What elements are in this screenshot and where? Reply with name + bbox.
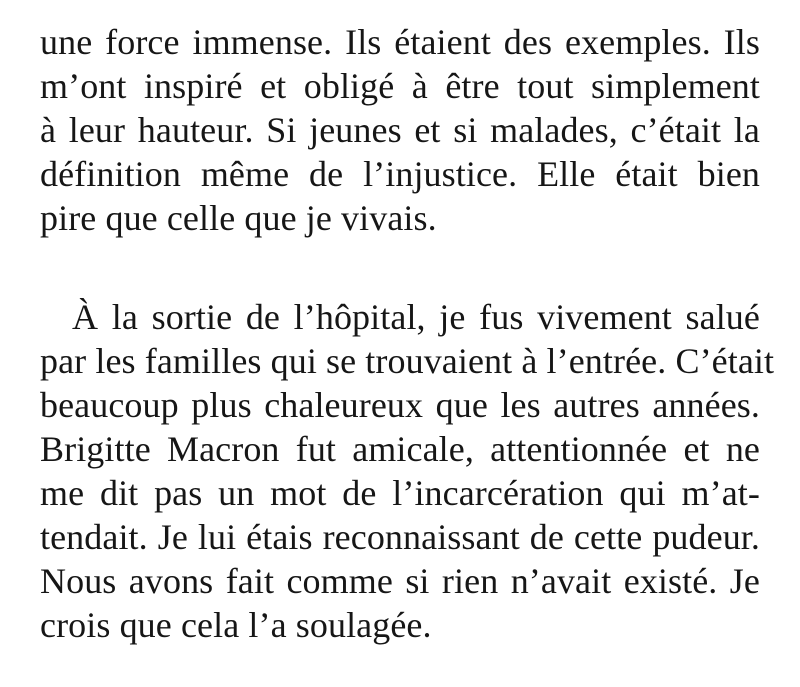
- text-line: me dit pas un mot de l’incarcération qui m’at-: [40, 473, 760, 513]
- text-line: m’ont inspiré et obligé à être tout simplement: [40, 66, 760, 106]
- text-line: pire que celle que je vivais.: [40, 198, 437, 238]
- text-line: Nous avons fait comme si rien n’avait existé. Je: [40, 561, 760, 601]
- text-line: tendait. Je lui étais reconnaissant de cette pudeur.: [40, 517, 760, 557]
- text-line: une force immense. Ils étaient des exemples. Ils: [40, 22, 760, 62]
- text-line: beaucoup plus chaleureux que les autres années.: [40, 385, 760, 425]
- text-line: Brigitte Macron fut amicale, attentionnée et ne: [40, 429, 760, 469]
- text-line: par les familles qui se trouvaient à l’entrée. C’était: [40, 341, 775, 381]
- text-line: à leur hauteur. Si jeunes et si malades, c’était la: [40, 110, 760, 150]
- text-line: définition même de l’injustice. Elle était bien: [40, 154, 760, 194]
- text-line: crois que cela l’a soulagée.: [40, 605, 432, 645]
- text-line: À la sortie de l’hôpital, je fus vivement salué: [72, 297, 760, 337]
